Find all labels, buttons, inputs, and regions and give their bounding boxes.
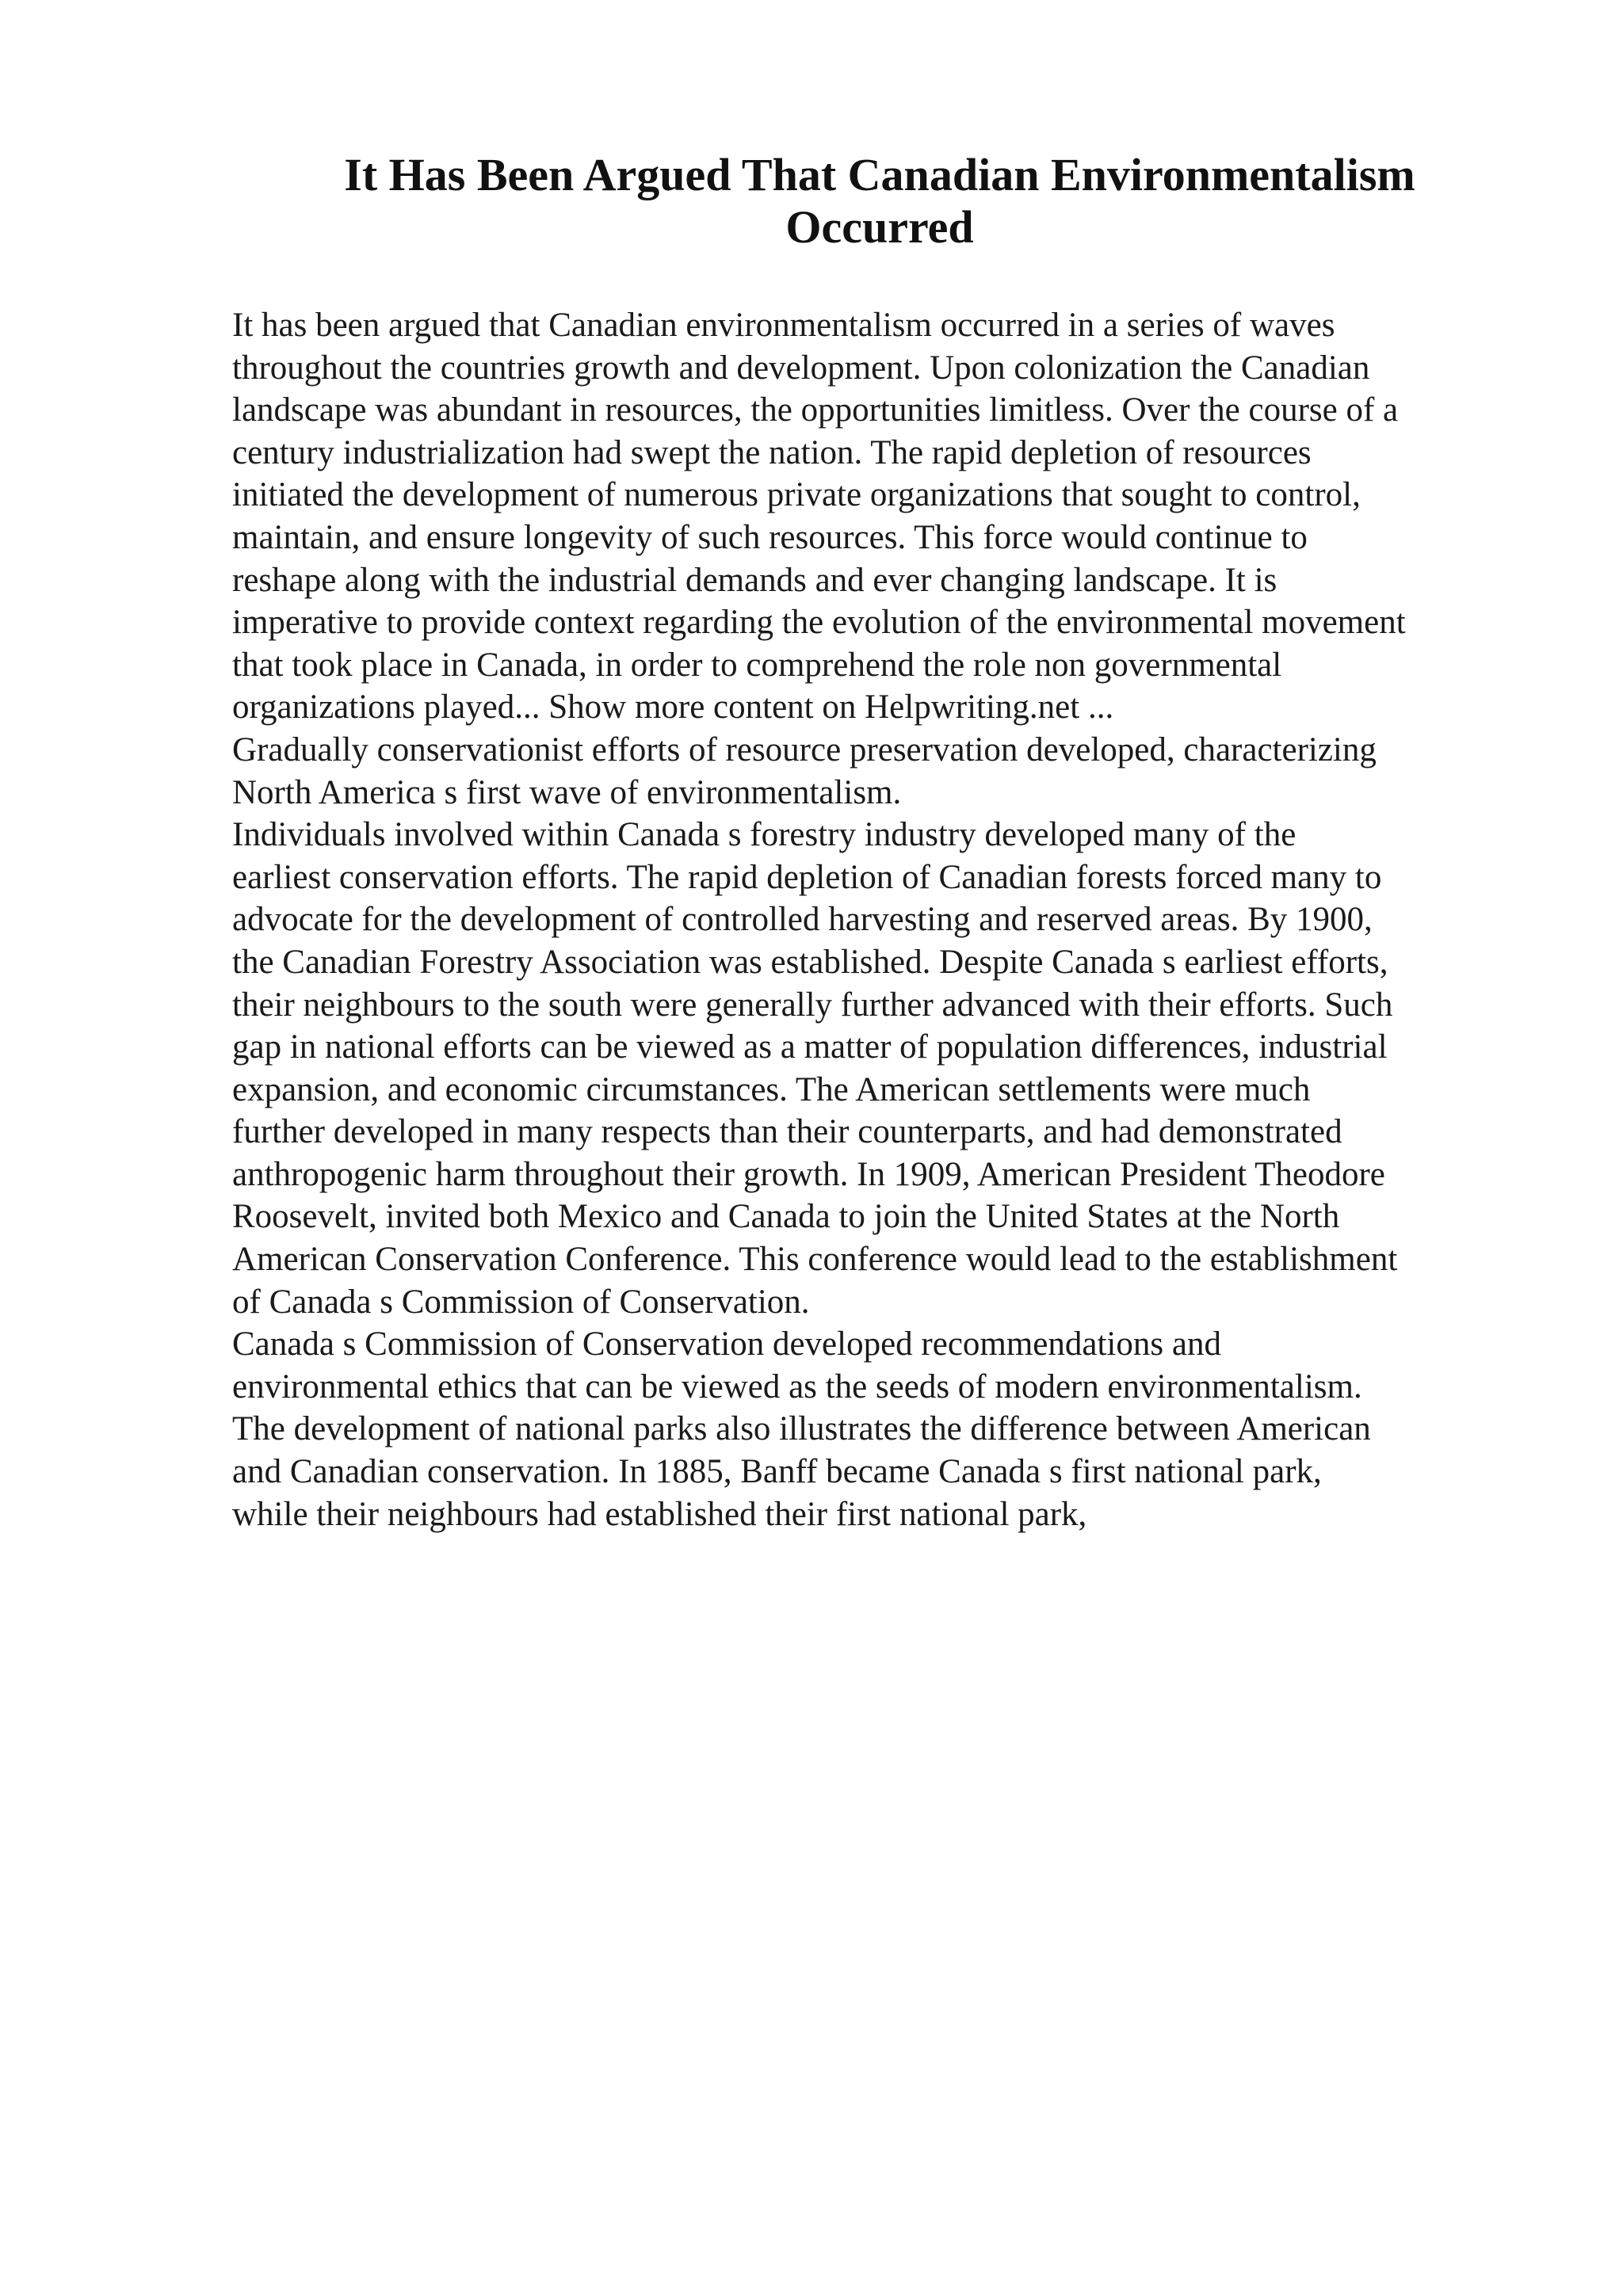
body-line: that took place in Canada, in order to comprehend the role non governmental (232, 646, 1282, 684)
body-line: of Canada s Commission of Conservation. (232, 1283, 810, 1321)
body-line: further developed in many respects than their counterparts, and had demonstrated (232, 1113, 1342, 1151)
body-line: gap in national efforts can be viewed as a matter of population differences, industrial (232, 1028, 1388, 1066)
body-line: Roosevelt, invited both Mexico and Canada to join the United States at the North (232, 1198, 1340, 1236)
body-line: expansion, and economic circumstances. The American settlements were much (232, 1070, 1311, 1108)
body-line: century industrialization had swept the nation. The rapid depletion of resources (232, 433, 1312, 471)
body-line: Individuals involved within Canada s forestry industry developed many of the (232, 816, 1296, 854)
body-line: earliest conservation efforts. The rapid depletion of Canadian forests forced many to (232, 858, 1382, 896)
body-line: Canada s Commission of Conservation developed recommendations and (232, 1325, 1221, 1363)
body-line: organizations played... Show more content on Helpwriting.net ... (232, 688, 1114, 727)
body-line: the Canadian Forestry Association was established. Despite Canada s earliest efforts, (232, 943, 1388, 981)
body-line: while their neighbours had established their first national park, (232, 1495, 1087, 1533)
document-title (230, 149, 1529, 254)
body-line: throughout the countries growth and development. Upon colonization the Canadian (232, 349, 1370, 387)
body-line: maintain, and ensure longevity of such resources. This force would continue to (232, 518, 1308, 556)
body-line: The development of national parks also illustrates the difference between American (232, 1410, 1371, 1448)
body-line: their neighbours to the south were generally further advanced with their efforts. Such (232, 986, 1393, 1024)
body-line: and Canadian conservation. In 1885, Banff became Canada s first national park, (232, 1453, 1322, 1491)
body-line: North America s first wave of environmentalism. (232, 773, 902, 811)
body-line: initiated the development of numerous private organizations that sought to control, (232, 476, 1361, 514)
body-line: advocate for the development of controlled harvesting and reserved areas. By 1900, (232, 901, 1373, 939)
body-line: landscape was abundant in resources, the opportunities limitless. Over the course of a (232, 391, 1399, 429)
document-body (232, 304, 1548, 1535)
body-line: imperative to provide context regarding the evolution of the environmental movement (232, 604, 1406, 642)
body-line: anthropogenic harm throughout their growth. In 1909, American President Theodore (232, 1155, 1385, 1193)
body-line: It has been argued that Canadian environmentalism occurred in a series of waves (232, 307, 1335, 344)
body-line: reshape along with the industrial demands and ever changing landscape. It is (232, 561, 1277, 599)
title-line: Occurred (785, 201, 974, 253)
body-line: Gradually conservationist efforts of resource preservation developed, characterizing (232, 730, 1377, 769)
body-line: environmental ethics that can be viewed as the seeds of modern environmentalism. (232, 1367, 1362, 1405)
body-line: American Conservation Conference. This conference would lead to the establishment (232, 1241, 1398, 1279)
title-line: It Has Been Argued That Canadian Environmentalism (344, 149, 1415, 200)
